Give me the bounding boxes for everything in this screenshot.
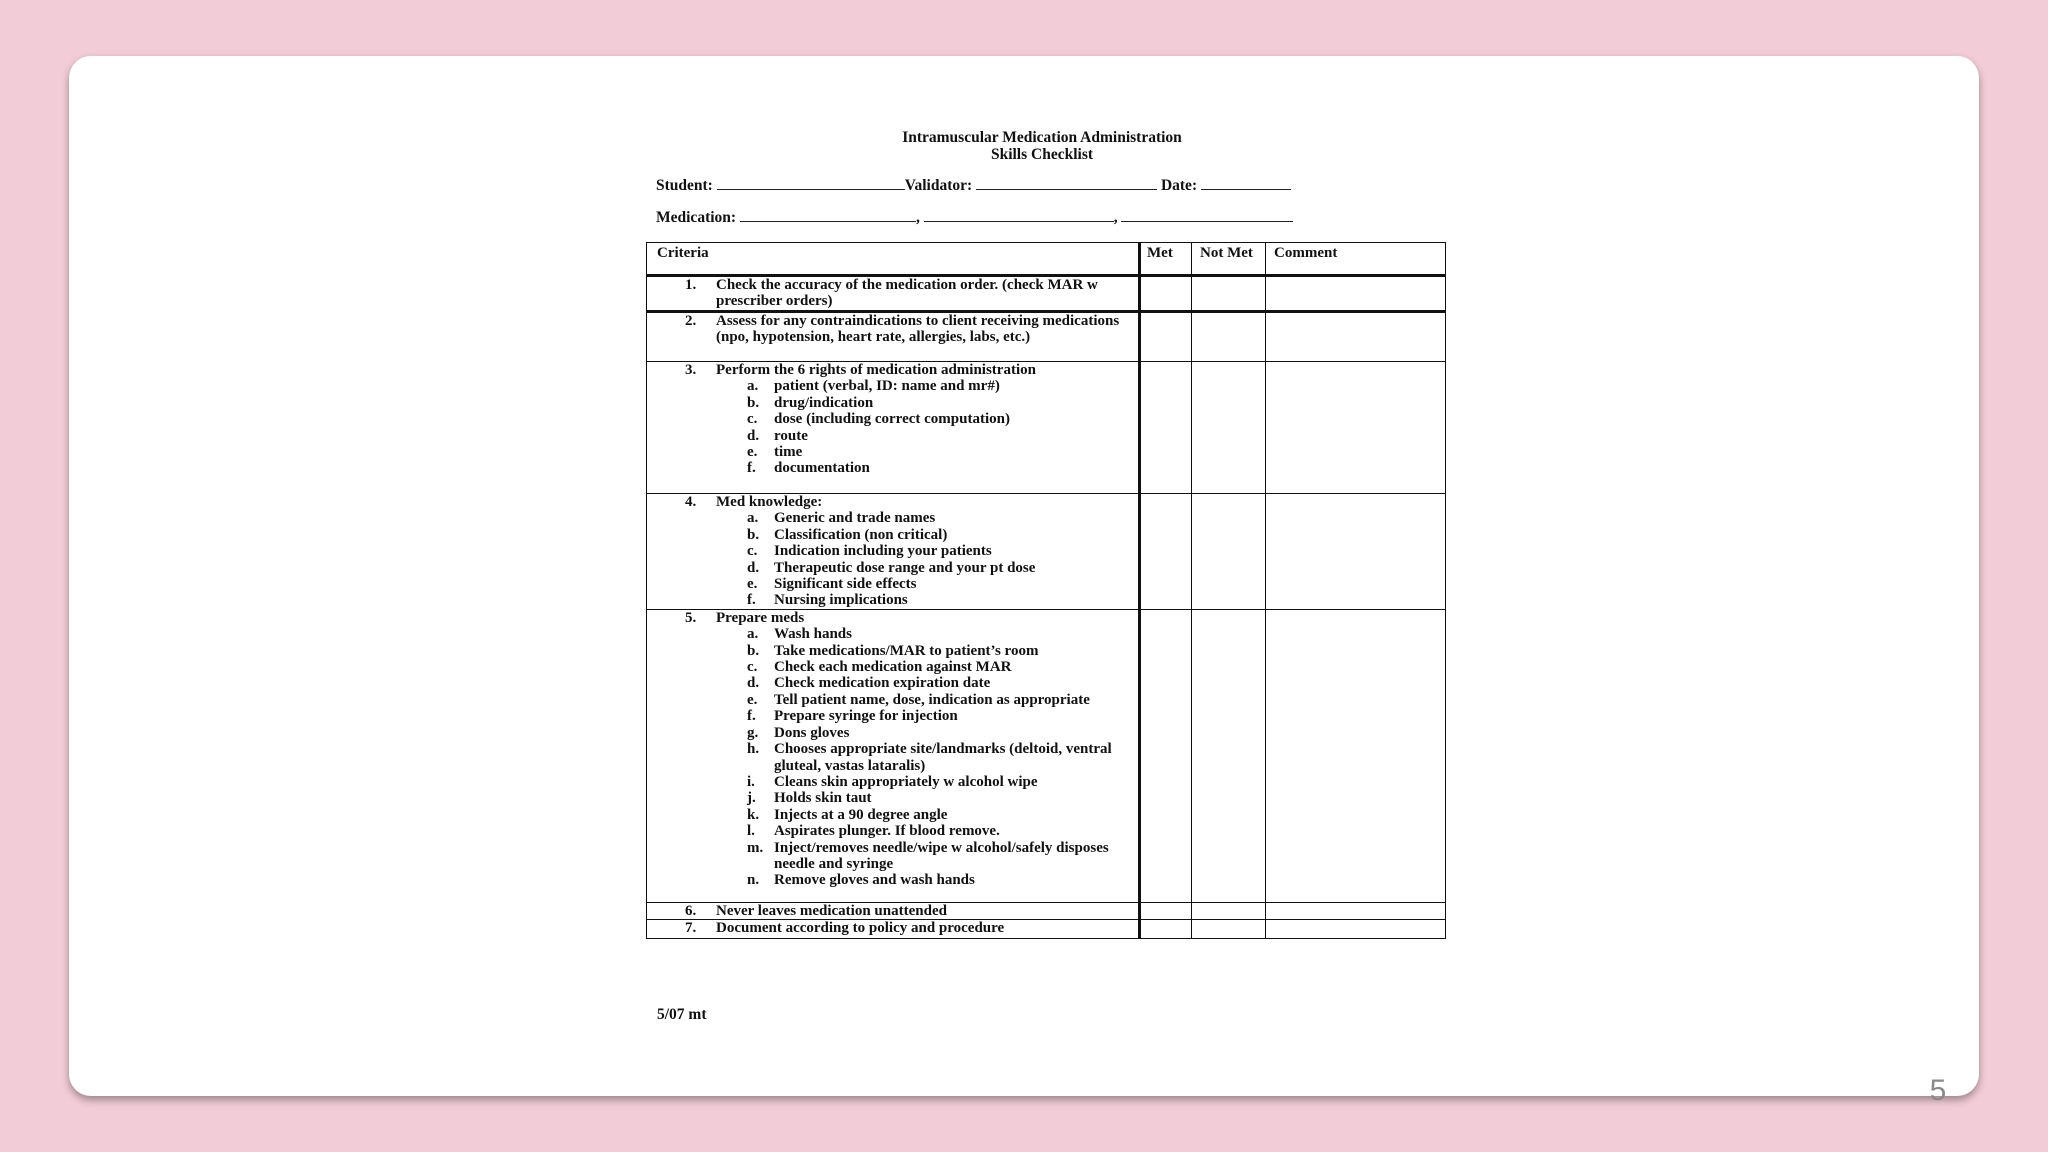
date-blank — [1201, 177, 1291, 190]
sub-item-text: Significant side effects — [774, 576, 917, 593]
table-row — [647, 362, 1446, 494]
sub-item-text: Therapeutic dose range and your pt dose — [774, 559, 1036, 576]
sub-item-letter: j. — [747, 790, 756, 807]
student-blank — [717, 177, 905, 190]
comment-cell — [1266, 276, 1446, 312]
criteria-sub-item — [647, 576, 1138, 592]
sub-item-letter: g. — [747, 724, 759, 741]
met-cell — [1140, 362, 1192, 494]
criteria-sub-item — [647, 378, 1138, 394]
criteria-text: Prepare meds — [716, 609, 805, 626]
criteria-cell — [647, 276, 1140, 312]
medication-line: Medication: , , — [656, 209, 1293, 227]
sub-item-text: Indication including your patients — [774, 543, 992, 560]
criteria-sub-item — [647, 692, 1138, 708]
sub-item-letter: c. — [747, 659, 758, 676]
student-validator-date-line — [656, 177, 1291, 195]
met-cell — [1140, 609, 1192, 902]
comment-cell — [1266, 362, 1446, 494]
sub-item-text: Tell patient name, dose, indication as appropriate — [774, 691, 1090, 708]
criteria-sub-item — [647, 626, 1138, 642]
criteria-sub-item — [647, 725, 1138, 741]
footer-note: 5/07 mt — [657, 1006, 707, 1023]
sub-item-letter: c. — [747, 543, 758, 560]
comment-cell — [1266, 902, 1446, 919]
comment-cell — [1266, 494, 1446, 610]
sub-item-letter: f. — [747, 592, 756, 609]
validator-blank — [976, 177, 1157, 190]
criteria-text: Perform the 6 rights of medication administration — [716, 362, 1036, 378]
sub-item-letter: h. — [747, 741, 760, 758]
criteria-number: 1. — [685, 277, 697, 293]
criteria-sub-item — [647, 444, 1138, 460]
comment-cell — [1266, 920, 1446, 939]
sub-item-letter: d. — [747, 427, 760, 444]
sub-item-text: patient (verbal, ID: name and mr#) — [774, 378, 1000, 395]
not-met-cell — [1192, 312, 1266, 362]
met-cell — [1140, 902, 1192, 919]
criteria-sub-item — [647, 643, 1138, 659]
sub-item-letter: d. — [747, 675, 760, 692]
criteria-item — [647, 313, 1138, 346]
criteria-sub-item — [647, 840, 1138, 873]
met-cell — [1140, 920, 1192, 939]
criteria-cell — [647, 902, 1140, 919]
table-row — [647, 920, 1446, 939]
document-title: Intramuscular Medication Administration — [902, 129, 1182, 146]
criteria-number: 3. — [685, 362, 697, 378]
skills-checklist-table — [646, 242, 1446, 939]
criteria-text: Never leaves medication unattended — [716, 902, 947, 919]
sub-item-text: Prepare syringe for injection — [774, 708, 958, 725]
sub-item-text: Remove gloves and wash hands — [774, 872, 975, 889]
sub-item-text: Inject/removes needle/wipe w alcohol/safely disposes needle and syringe — [774, 839, 1109, 872]
not-met-cell — [1192, 920, 1266, 939]
sub-item-text: Take medications/MAR to patient’s room — [774, 642, 1039, 659]
sub-item-letter: e. — [747, 444, 758, 461]
criteria-sub-item — [647, 790, 1138, 806]
sub-item-letter: c. — [747, 411, 758, 428]
sub-item-text: dose (including correct computation) — [774, 411, 1010, 428]
criteria-item — [647, 277, 1138, 310]
sub-item-letter: n. — [747, 872, 760, 889]
medication-blank-2 — [924, 209, 1114, 222]
sub-item-text: Chooses appropriate site/landmarks (deltoid, ventral gluteal, vastas lataralis) — [774, 741, 1112, 774]
header-not-met: Not Met — [1192, 243, 1266, 276]
criteria-item — [647, 903, 1138, 919]
not-met-cell — [1192, 494, 1266, 610]
sub-item-letter: a. — [747, 510, 759, 527]
comment-cell — [1266, 312, 1446, 362]
sub-item-letter: b. — [747, 642, 760, 659]
criteria-cell — [647, 609, 1140, 902]
sub-item-text: Dons gloves — [774, 724, 850, 741]
criteria-sub-item — [647, 708, 1138, 724]
criteria-text: Check the accuracy of the medication order. (check MAR w prescriber orders) — [716, 277, 1098, 310]
sub-item-text: Check medication expiration date — [774, 675, 991, 692]
criteria-number: 2. — [685, 313, 697, 329]
criteria-sub-item — [647, 675, 1138, 691]
criteria-sub-item — [647, 411, 1138, 427]
table-row — [647, 312, 1446, 362]
table-row — [647, 494, 1446, 610]
not-met-cell — [1192, 902, 1266, 919]
not-met-cell — [1192, 362, 1266, 494]
criteria-sub-item — [647, 774, 1138, 790]
criteria-sub-item — [647, 460, 1138, 476]
sub-item-letter: k. — [747, 806, 760, 823]
criteria-sub-item — [647, 741, 1138, 774]
sub-item-text: Wash hands — [774, 626, 852, 643]
met-cell — [1140, 494, 1192, 610]
met-cell — [1140, 276, 1192, 312]
criteria-text: Assess for any contraindications to client receiving medications (npo, hypotension, heart rate, allergies, labs, etc.) — [716, 313, 1120, 346]
criteria-item — [647, 362, 1138, 378]
criteria-sub-item — [647, 510, 1138, 526]
document-subtitle: Skills Checklist — [990, 146, 1094, 163]
criteria-sub-item — [647, 659, 1138, 675]
criteria-sub-item — [647, 395, 1138, 411]
sub-item-letter: e. — [747, 576, 758, 593]
criteria-cell — [647, 494, 1140, 610]
sub-item-text: Generic and trade names — [774, 510, 936, 527]
sub-item-letter: d. — [747, 559, 760, 576]
criteria-cell — [647, 362, 1140, 494]
not-met-cell — [1192, 609, 1266, 902]
criteria-text: Med knowledge: — [716, 494, 823, 510]
criteria-sub-item — [647, 823, 1138, 839]
sub-item-text: Holds skin taut — [774, 790, 872, 807]
table-row — [647, 276, 1446, 312]
sub-item-letter: l. — [747, 823, 755, 840]
not-met-cell — [1192, 276, 1266, 312]
header-met: Met — [1140, 243, 1192, 276]
sub-item-text: time — [774, 444, 803, 461]
medication-blank-1 — [740, 209, 916, 222]
criteria-item — [647, 610, 1138, 626]
criteria-sub-item — [647, 543, 1138, 559]
criteria-number: 7. — [685, 920, 697, 937]
header-comment: Comment — [1266, 243, 1446, 276]
medication-label: Medication: — [656, 209, 737, 226]
sub-item-letter: e. — [747, 691, 758, 708]
criteria-number: 4. — [685, 494, 697, 510]
criteria-sub-item — [647, 872, 1138, 888]
met-cell — [1140, 312, 1192, 362]
criteria-cell — [647, 312, 1140, 362]
slide-number: 5 — [1929, 1074, 1947, 1107]
sub-item-text: drug/indication — [774, 394, 874, 411]
sub-item-letter: a. — [747, 626, 759, 643]
criteria-cell — [647, 920, 1140, 939]
sub-item-text: Aspirates plunger. If blood remove. — [774, 823, 1000, 840]
table-row — [647, 902, 1446, 919]
sub-item-letter: a. — [747, 378, 759, 395]
criteria-sub-item — [647, 592, 1138, 608]
sub-item-letter: b. — [747, 526, 760, 543]
criteria-number: 5. — [685, 609, 697, 626]
table-row — [647, 609, 1446, 902]
sub-item-text: Cleans skin appropriately w alcohol wipe — [774, 773, 1038, 790]
criteria-sub-item — [647, 560, 1138, 576]
sub-item-letter: f. — [747, 708, 756, 725]
criteria-item — [647, 494, 1138, 510]
criteria-item — [647, 920, 1138, 936]
sub-item-letter: f. — [747, 460, 756, 477]
medication-blank-3 — [1121, 209, 1293, 222]
date-label: Date: — [1160, 177, 1198, 194]
sub-item-text: Nursing implications — [774, 592, 908, 609]
sub-item-letter: b. — [747, 394, 760, 411]
criteria-number: 6. — [685, 902, 697, 919]
header-criteria: Criteria — [647, 243, 1140, 276]
sub-item-text: Classification (non critical) — [774, 526, 948, 543]
table-header-row — [647, 243, 1446, 276]
sub-item-text: route — [774, 427, 808, 444]
criteria-sub-item — [647, 428, 1138, 444]
sub-item-letter: i. — [747, 773, 755, 790]
criteria-sub-item — [647, 807, 1138, 823]
validator-label: Validator: — [904, 177, 973, 194]
criteria-sub-item — [647, 527, 1138, 543]
sub-item-text: Check each medication against MAR — [774, 659, 1012, 676]
sub-item-letter: m. — [747, 839, 764, 856]
comment-cell — [1266, 609, 1446, 902]
sub-item-text: Injects at a 90 degree angle — [774, 806, 948, 823]
sub-item-text: documentation — [774, 460, 870, 477]
student-label: Student: — [656, 177, 713, 194]
criteria-text: Document according to policy and procedure — [716, 920, 1005, 937]
